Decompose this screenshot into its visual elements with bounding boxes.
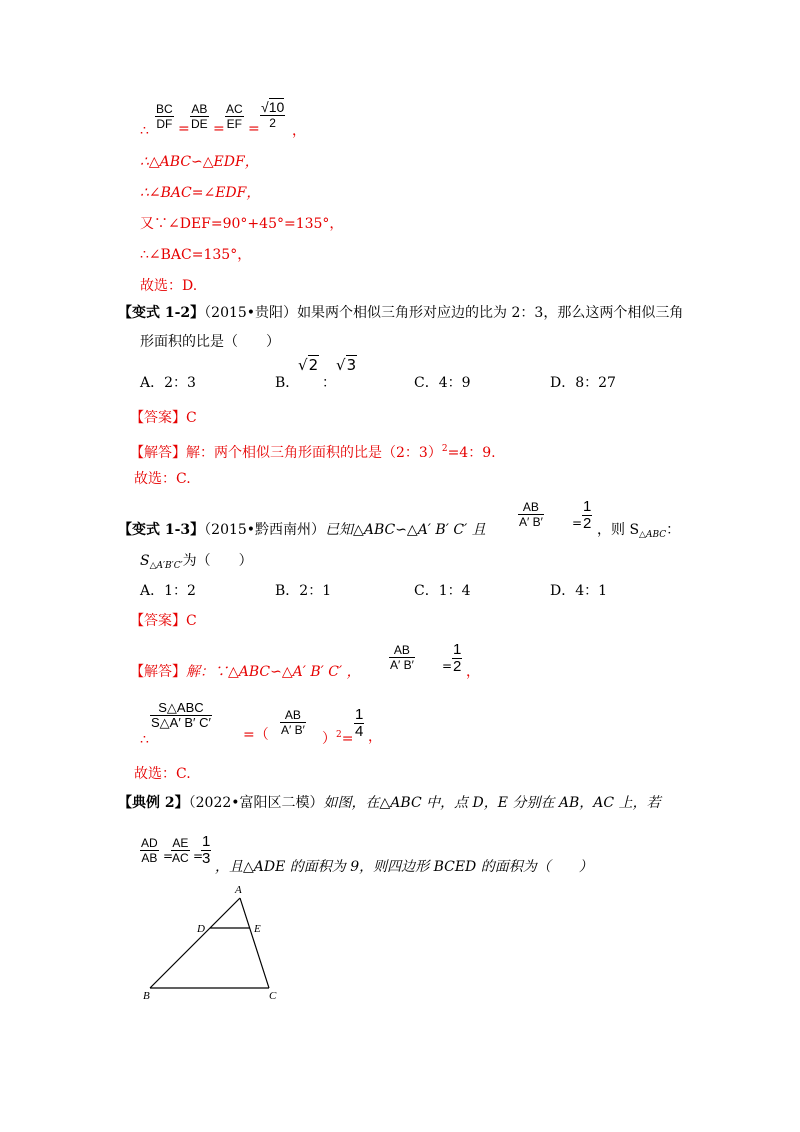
side-ac (240, 898, 269, 988)
question-stem: 已知△ABC∽△A′ B′ C′ 且 (325, 522, 486, 538)
fraction-ab-ab-prime: $\frac{AB}{A' B'}$ (281, 708, 305, 737)
fraction-area-ratio: S△ABC S△A′ B′ C′ (151, 700, 211, 730)
solution-line: 【解答】解：∵△ABC∽△A′ B′ C′ ， (130, 664, 361, 680)
sqrt-2: √2 (298, 356, 319, 374)
close-paren: ） (322, 731, 336, 747)
sqrt-3: √3 (336, 356, 357, 374)
comma: ， (466, 664, 480, 680)
question-stem: 如果两个相似三角形对应边的比为 2：3，那么这两个相似三角 (297, 305, 684, 321)
fraction-one-half: $\frac{1}{2}$ (583, 498, 592, 532)
equals-paren: =（ (243, 727, 269, 743)
question-label: 【变式 1-3】 (118, 522, 205, 538)
therefore-symbol: ∴ (140, 732, 149, 748)
comma: ， (292, 123, 306, 139)
option-c: C．1：4 (414, 583, 471, 599)
fraction-ac-ef: $\frac{AC}{EF}$ (226, 102, 243, 131)
equals-sign: = (193, 849, 204, 863)
angle-value-line: 又∵∠DEF=90°+45°=135°， (140, 216, 344, 232)
answer-line: 【答案】C (130, 410, 197, 426)
fraction-sqrt10-over-2: $\frac{√10}{2}$ (261, 99, 285, 130)
equals-sign: = (248, 121, 260, 137)
option-d: D．8：27 (550, 375, 616, 391)
stem-tail: ，则 S (597, 522, 640, 538)
option-b-colon: ： (322, 375, 336, 391)
equals-sign: = (178, 121, 190, 137)
choose-line: 故选：D. (140, 278, 198, 294)
option-d: D．4：1 (550, 583, 608, 599)
result-line: ∴∠BAC=135°， (140, 247, 252, 263)
fraction-bc-df: $\frac{BC}{DF}$ (156, 102, 173, 131)
option-a: A．1：2 (140, 583, 196, 599)
fraction-ad-ab: $\frac{AD}{AB}$ (141, 836, 158, 865)
comma: ， (368, 729, 382, 745)
question-stem-2: 形面积的比是（ ） (140, 334, 280, 350)
question-stem-2: $S_{\triangle A'B'C'}$为（ ） (140, 553, 253, 571)
option-b-prefix: B． (275, 375, 300, 391)
equals-sign: = (442, 659, 453, 673)
label-d: D (197, 923, 205, 935)
question-source: （2015•贵阳） (204, 305, 298, 321)
similarity-line: ∴△ABC∽△EDF， (140, 154, 259, 170)
fraction-one-half: $\frac{1}{2}$ (453, 641, 462, 675)
choose-line: 故选：C. (134, 766, 191, 782)
label-b: B (143, 990, 150, 1002)
equals-sign: = (572, 516, 583, 530)
triangle-figure (135, 880, 295, 1005)
equals-sign: = (163, 849, 174, 863)
fraction-ab-ab-prime: $\frac{AB}{A' B'}$ (390, 643, 414, 672)
choose-line: 故选：C. (134, 471, 191, 487)
example-label: 【典例 2】 (118, 795, 189, 811)
option-a: A．2：3 (140, 375, 196, 391)
question-label: 【变式 1-2】 (118, 305, 205, 321)
label-a: A (235, 884, 242, 896)
side-ab (150, 898, 240, 988)
fraction-ab-de: $\frac{AB}{DE}$ (191, 102, 208, 131)
fraction-one-third: $\frac{1}{3}$ (202, 833, 211, 867)
fraction-ae-ac: $\frac{AE}{AC}$ (172, 836, 189, 865)
example-stem-2: ，且△ADE 的面积为 9，则四边形 BCED 的面积为（ ） (215, 859, 593, 875)
angle-equality-line: ∴∠BAC=∠EDF， (140, 185, 261, 201)
label-e: E (254, 923, 261, 935)
fraction-one-quarter: $\frac{1}{4}$ (355, 706, 364, 740)
label-c: C (269, 990, 277, 1002)
solution-line: 【解答】解：两个相似三角形面积的比是（2：3）$^2$=4：9. (130, 444, 496, 461)
fraction-ab-ab-prime: $\frac{AB}{A' B'}$ (519, 500, 543, 529)
option-c: C．4：9 (414, 375, 471, 391)
question-source: （2015•黔西南州） (204, 522, 326, 538)
equals-sign: = (213, 121, 225, 137)
example-stem: 如图，在△ABC 中，点 D，E 分别在 AB，AC 上，若 (323, 795, 661, 811)
answer-line: 【答案】C (130, 613, 197, 629)
option-b: B．2：1 (275, 583, 332, 599)
therefore-symbol: ∴ (140, 123, 149, 139)
example-source: （2022•富阳区二模） (188, 795, 324, 811)
